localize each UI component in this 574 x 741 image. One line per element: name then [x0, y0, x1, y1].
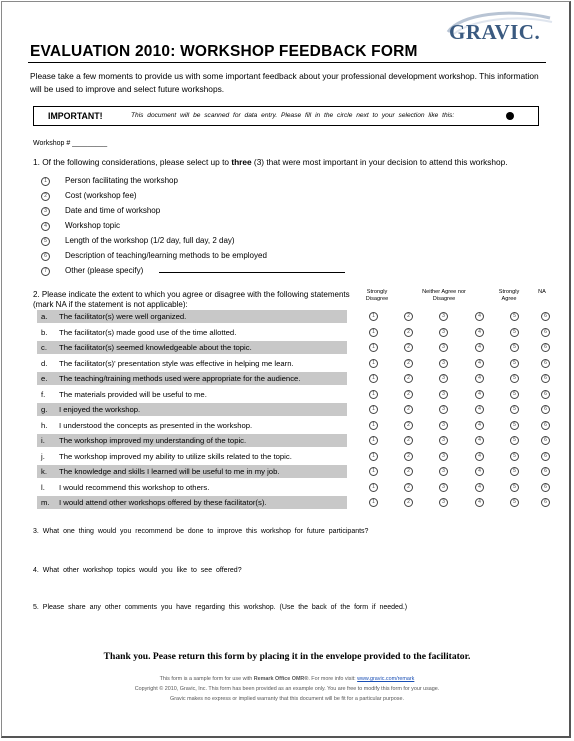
rating-bubble[interactable]: 3	[439, 436, 448, 445]
row-letter: g.	[41, 405, 48, 414]
rating-bubble[interactable]: 4	[475, 343, 484, 352]
rating-bubble[interactable]: 5	[510, 498, 519, 507]
row-letter: d.	[41, 359, 48, 368]
rating-bubble[interactable]: 3	[439, 374, 448, 383]
rating-bubble[interactable]: 4	[475, 312, 484, 321]
rating-bubble[interactable]: 3	[439, 405, 448, 414]
rating-bubble[interactable]: 2	[404, 374, 413, 383]
row-statement: I understood the concepts as presented in the workshop.	[59, 421, 253, 430]
rating-bubble[interactable]: 3	[439, 452, 448, 461]
header-neither: Neither Agree nor Disagree	[422, 289, 466, 302]
rating-bubble[interactable]: 5	[510, 405, 519, 414]
q1-option-label: Person facilitating the workshop	[65, 176, 178, 185]
title-divider	[28, 62, 546, 63]
answer-bubble[interactable]: 1	[41, 177, 50, 186]
row-statement: I enjoyed the workshop.	[59, 405, 141, 414]
rating-bubble[interactable]: 2	[404, 390, 413, 399]
rating-bubble[interactable]: 6	[541, 359, 550, 368]
other-specify-line[interactable]	[159, 272, 345, 273]
row-statement: The teaching/training methods used were appropriate for the audience.	[59, 374, 301, 383]
rating-bubble[interactable]: 5	[510, 328, 519, 337]
row-letter: b.	[41, 328, 48, 337]
rating-bubble[interactable]: 4	[475, 359, 484, 368]
rating-bubble[interactable]: 2	[404, 359, 413, 368]
row-letter: k.	[41, 467, 47, 476]
row-letter: j.	[41, 452, 45, 461]
rating-bubble[interactable]: 5	[510, 312, 519, 321]
rating-bubble[interactable]: 1	[369, 483, 378, 492]
rating-bubble[interactable]: 3	[439, 498, 448, 507]
row-letter: a.	[41, 312, 48, 321]
rating-bubble[interactable]: 6	[541, 498, 550, 507]
footer-line-2: Copyright © 2010, Gravic, Inc. This form has been provided as an example only. You are free to modify this form for your usage.	[134, 686, 440, 692]
rating-row	[37, 403, 347, 416]
rating-bubble[interactable]: 3	[439, 467, 448, 476]
rating-bubble[interactable]: 5	[510, 467, 519, 476]
logo-text: GRAVIC.	[449, 20, 541, 44]
rating-bubble[interactable]: 2	[404, 436, 413, 445]
rating-row	[37, 357, 347, 370]
rating-row	[37, 450, 347, 463]
row-statement: The facilitator(s)' presentation style was effective in helping me learn.	[59, 359, 294, 368]
rating-bubble[interactable]: 4	[475, 452, 484, 461]
rating-row	[37, 496, 347, 509]
row-statement: The facilitator(s) seemed knowledgeable about the topic.	[59, 343, 252, 352]
rating-bubble[interactable]: 6	[541, 483, 550, 492]
important-label: IMPORTANT!	[48, 111, 103, 121]
rating-bubble[interactable]: 1	[369, 359, 378, 368]
rating-bubble[interactable]: 4	[475, 436, 484, 445]
question-4: 4. What other workshop topics would you like to see offered?	[33, 567, 242, 574]
rating-bubble[interactable]: 1	[369, 421, 378, 430]
header-strongly-disagree: Strongly Disagree	[365, 289, 389, 302]
answer-bubble[interactable]: 6	[41, 252, 50, 261]
rating-bubble[interactable]: 1	[369, 436, 378, 445]
question-5: 5. Please share any other comments you have regarding this workshop. (Use the back of the form if needed.)	[33, 604, 408, 611]
answer-bubble[interactable]: 3	[41, 207, 50, 216]
rating-bubble[interactable]: 1	[369, 405, 378, 414]
rating-bubble[interactable]: 6	[541, 467, 550, 476]
rating-bubble[interactable]: 2	[404, 467, 413, 476]
rating-row	[37, 310, 347, 323]
rating-bubble[interactable]: 1	[369, 498, 378, 507]
form-title: EVALUATION 2010: WORKSHOP FEEDBACK FORM	[30, 43, 418, 60]
rating-bubble[interactable]: 1	[369, 328, 378, 337]
rating-bubble[interactable]: 5	[510, 421, 519, 430]
rating-row	[37, 481, 347, 494]
rating-bubble[interactable]: 3	[439, 359, 448, 368]
rating-bubble[interactable]: 4	[475, 498, 484, 507]
rating-bubble[interactable]: 6	[541, 436, 550, 445]
answer-bubble[interactable]: 2	[41, 192, 50, 201]
question-2: 2. Please indicate the extent to which you agree or disagree with the following statements (mark NA if the statement is not applicable):	[33, 290, 350, 309]
rating-bubble[interactable]: 4	[475, 390, 484, 399]
q1-option-label: Length of the workshop (1/2 day, full day, 2 day)	[65, 236, 235, 245]
rating-bubble[interactable]: 6	[541, 390, 550, 399]
rating-bubble[interactable]: 1	[369, 452, 378, 461]
rating-bubble[interactable]: 4	[475, 405, 484, 414]
q1-option-label: Other (please specify)	[65, 266, 144, 275]
footer-line-1: This form is a sample form for use with Remark Office OMR®. For more info visit: www.gravic.com/remark	[159, 676, 415, 682]
row-statement: The facilitator(s) made good use of the time allotted.	[59, 328, 237, 337]
rating-bubble[interactable]: 3	[439, 328, 448, 337]
rating-bubble[interactable]: 2	[404, 498, 413, 507]
row-letter: i.	[41, 436, 45, 445]
q1-option-label: Description of teaching/learning methods to be employed	[65, 251, 267, 260]
row-letter: c.	[41, 343, 47, 352]
row-letter: f.	[41, 390, 46, 399]
rating-bubble[interactable]: 2	[404, 343, 413, 352]
rating-bubble[interactable]: 6	[541, 374, 550, 383]
rating-bubble[interactable]: 2	[404, 405, 413, 414]
workshop-number-field[interactable]: Workshop # _________	[33, 140, 108, 147]
answer-bubble[interactable]: 4	[41, 222, 50, 231]
question-3: 3. What one thing would you recommend be done to improve this workshop for future participants?	[33, 528, 369, 535]
row-letter: e.	[41, 374, 48, 383]
rating-bubble[interactable]: 5	[510, 436, 519, 445]
rating-bubble[interactable]: 3	[439, 343, 448, 352]
rating-bubble[interactable]: 2	[404, 452, 413, 461]
rating-bubble[interactable]: 4	[475, 483, 484, 492]
rating-bubble[interactable]: 2	[404, 483, 413, 492]
footer-line-3: Gravic makes no express or implied warranty that this document will be fit for a particular purpose.	[170, 696, 404, 702]
rating-bubble[interactable]: 4	[475, 374, 484, 383]
rating-bubble[interactable]: 5	[510, 390, 519, 399]
row-letter: l.	[41, 483, 45, 492]
header-na: NA	[538, 289, 546, 295]
rating-row	[37, 326, 347, 339]
filled-bubble-example-icon	[506, 112, 514, 120]
rating-bubble[interactable]: 1	[369, 312, 378, 321]
rating-bubble[interactable]: 4	[475, 467, 484, 476]
rating-bubble[interactable]: 5	[510, 483, 519, 492]
rating-row	[37, 465, 347, 478]
rating-bubble[interactable]: 6	[541, 328, 550, 337]
row-statement: The facilitator(s) were well organized.	[59, 312, 187, 321]
q1-option-label: Cost (workshop fee)	[65, 191, 137, 200]
rating-bubble[interactable]: 1	[369, 467, 378, 476]
q1-option-label: Date and time of workshop	[65, 206, 161, 215]
rating-bubble[interactable]: 2	[404, 421, 413, 430]
row-letter: m.	[41, 498, 50, 507]
rating-bubble[interactable]: 2	[404, 312, 413, 321]
rating-bubble[interactable]: 6	[541, 343, 550, 352]
answer-bubble[interactable]: 7	[41, 267, 50, 276]
row-statement: The materials provided will be useful to me.	[59, 390, 207, 399]
answer-bubble[interactable]: 5	[41, 237, 50, 246]
question-1: 1. Of the following considerations, please select up to three (3) that were most important in your decision to attend this workshop.	[33, 157, 508, 167]
rating-bubble[interactable]: 1	[369, 374, 378, 383]
rating-bubble[interactable]: 1	[369, 343, 378, 352]
row-statement: I would recommend this workshop to others.	[59, 483, 210, 492]
rating-row	[37, 341, 347, 354]
important-text: This document will be scanned for data entry. Please fill in the circle next to your selection like this:	[131, 112, 455, 119]
rating-bubble[interactable]: 6	[541, 421, 550, 430]
rating-bubble[interactable]: 4	[475, 421, 484, 430]
rating-bubble[interactable]: 5	[510, 452, 519, 461]
row-statement: I would attend other workshops offered by these facilitator(s).	[59, 498, 267, 507]
rating-bubble[interactable]: 5	[510, 359, 519, 368]
rating-row	[37, 372, 347, 385]
header-strongly-agree: Strongly Agree	[498, 289, 520, 302]
rating-row	[37, 388, 347, 401]
q1-option-label: Workshop topic	[65, 221, 120, 230]
rating-row	[37, 419, 347, 432]
rating-bubble[interactable]: 4	[475, 328, 484, 337]
rating-bubble[interactable]: 3	[439, 312, 448, 321]
remark-link[interactable]: www.gravic.com/remark	[357, 676, 415, 682]
row-statement: The workshop improved my ability to utilize skills related to the topic.	[59, 452, 292, 461]
thank-you-note: Thank you. Pease return this form by placing it in the envelope provided to the facilitator.	[103, 651, 471, 662]
rating-bubble[interactable]: 6	[541, 405, 550, 414]
rating-bubble[interactable]: 6	[541, 312, 550, 321]
rating-bubble[interactable]: 2	[404, 328, 413, 337]
rating-bubble[interactable]: 3	[439, 390, 448, 399]
row-letter: h.	[41, 421, 48, 430]
rating-bubble[interactable]: 5	[510, 374, 519, 383]
rating-bubble[interactable]: 1	[369, 390, 378, 399]
rating-bubble[interactable]: 6	[541, 452, 550, 461]
row-statement: The knowledge and skills I learned will be useful to me in my job.	[59, 467, 280, 476]
intro-text: Please take a few moments to provide us with some important feedback about your professional development workshop. This information will be used to improve and select future workshops.	[30, 71, 539, 94]
rating-row	[37, 434, 347, 447]
row-statement: The workshop improved my understanding of the topic.	[59, 436, 247, 445]
rating-bubble[interactable]: 5	[510, 343, 519, 352]
rating-bubble[interactable]: 3	[439, 421, 448, 430]
rating-bubble[interactable]: 3	[439, 483, 448, 492]
